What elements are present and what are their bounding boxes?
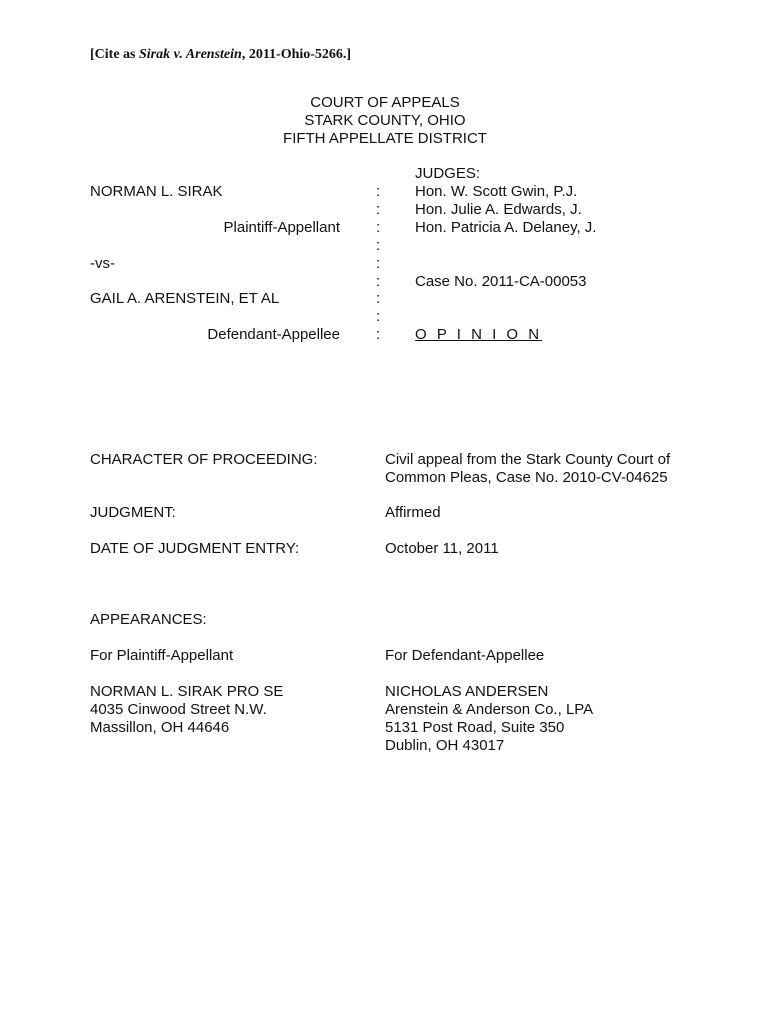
judge-1: Hon. W. Scott Gwin, P.J. <box>415 183 578 200</box>
plaintiff-counsel-block <box>90 683 283 737</box>
opinion-title: O P I N I O N <box>415 326 543 343</box>
court-heading <box>0 94 770 148</box>
judgment-value: Affirmed <box>385 504 441 521</box>
proceeding-value <box>385 451 670 487</box>
defendant-counsel-line: Arenstein & Anderson Co., LPA <box>385 701 594 718</box>
date-label: DATE OF JUDGMENT ENTRY: <box>90 540 300 557</box>
judge-2: Hon. Julie A. Edwards, J. <box>415 201 582 218</box>
plaintiff-counsel-line: NORMAN L. SIRAK PRO SE <box>90 683 284 700</box>
citation-suffix: , 2011-Ohio-5266.] <box>241 47 352 62</box>
plaintiff-counsel-line: Massillon, OH 44646 <box>90 719 230 736</box>
court-line-2: STARK COUNTY, OHIO <box>304 112 466 129</box>
caption-colon: : <box>376 326 381 343</box>
citation-case-name: Sirak v. Arenstein <box>139 47 242 62</box>
judge-3: Hon. Patricia A. Delaney, J. <box>415 219 597 236</box>
plaintiff-role: Plaintiff-Appellant <box>223 219 340 236</box>
caption-colon: : <box>376 183 381 200</box>
defendant-counsel-heading: For Defendant-Appellee <box>385 647 545 664</box>
caption-colon: : <box>376 290 381 307</box>
caption-colon: : <box>376 308 381 325</box>
court-line-3: FIFTH APPELLATE DISTRICT <box>283 130 487 147</box>
versus-label: -vs- <box>90 255 115 272</box>
proceeding-line-2: Common Pleas, Case No. 2010-CV-04625 <box>385 469 668 486</box>
court-line-1: COURT OF APPEALS <box>310 94 460 111</box>
caption-colon: : <box>376 219 381 236</box>
proceeding-line-1: Civil appeal from the Stark County Court of <box>385 451 671 468</box>
plaintiff-counsel-heading: For Plaintiff-Appellant <box>90 647 234 664</box>
defendant-counsel-line: 5131 Post Road, Suite 350 <box>385 719 565 736</box>
appearances-heading: APPEARANCES: <box>90 611 207 628</box>
defendant-counsel-line: Dublin, OH 43017 <box>385 737 505 754</box>
caption-colon: : <box>376 273 381 290</box>
caption-colon: : <box>376 255 381 272</box>
judgment-label: JUDGMENT: <box>90 504 176 521</box>
defendant-name: GAIL A. ARENSTEIN, ET AL <box>90 290 280 307</box>
plaintiff-name: NORMAN L. SIRAK <box>90 183 223 200</box>
caption-colon: : <box>376 237 381 254</box>
case-number: Case No. 2011-CA-00053 <box>415 273 587 290</box>
defendant-counsel-line: NICHOLAS ANDERSEN <box>385 683 549 700</box>
defendant-counsel-block <box>385 683 593 755</box>
date-value: October 11, 2011 <box>385 540 499 557</box>
defendant-role: Defendant-Appellee <box>207 326 340 343</box>
citation-prefix: [Cite as <box>90 47 139 62</box>
caption-colon: : <box>376 201 381 218</box>
plaintiff-counsel-line: 4035 Cinwood Street N.W. <box>90 701 267 718</box>
proceeding-label: CHARACTER OF PROCEEDING: <box>90 451 318 468</box>
citation-header <box>90 46 351 64</box>
judges-heading: JUDGES: <box>415 165 481 182</box>
